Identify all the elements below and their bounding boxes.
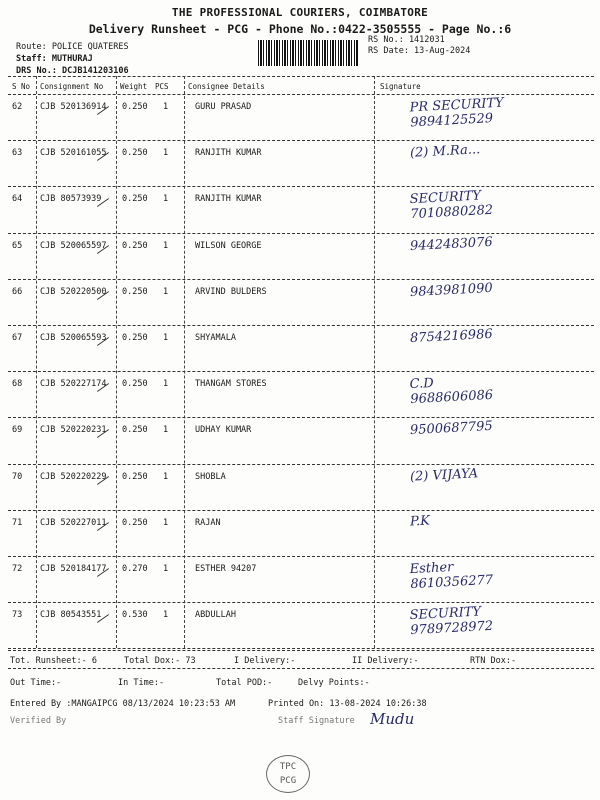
consignment-cell: CJB 520065593	[40, 333, 107, 343]
weight-cell: 0.270	[122, 564, 148, 574]
drs-number: DRS No.: DCJB141203106	[16, 66, 129, 76]
rs-date: RS Date: 13-Aug-2024	[368, 46, 471, 56]
total-dox: Total Dox:- 73	[124, 656, 196, 666]
signature-scrawl: (2) VIJAYA	[409, 465, 479, 485]
row-divider	[8, 602, 594, 603]
sno-cell: 73	[12, 610, 23, 621]
signature-scrawl: P.K	[409, 513, 431, 530]
rs-number: RS No.: 1412031	[368, 35, 445, 45]
consignee-cell: ESTHER 94207	[195, 564, 257, 574]
column-divider	[36, 76, 37, 648]
col-header-weight: Weight	[120, 82, 148, 91]
sno-cell: 63	[12, 148, 23, 159]
sno-cell: 68	[12, 379, 23, 390]
pcs-cell: 1	[163, 379, 169, 390]
stamp-text: TPC PCG	[279, 762, 297, 786]
delivery-points: Delvy Points:-	[298, 678, 370, 688]
consignee-cell: WILSON GEORGE	[195, 240, 262, 251]
entered-by: Entered By :MANGAIPCG 08/13/2024 10:23:53 AM	[10, 699, 236, 709]
consignment-cell: CJB 520220231	[40, 425, 107, 436]
signature-scrawl: 8754216986	[409, 326, 494, 347]
col-header-consignment: Consignment No	[40, 82, 104, 91]
row-divider	[8, 371, 594, 372]
column-divider	[116, 76, 117, 648]
consignee-cell: GURU PRASAD	[195, 102, 252, 112]
row-divider	[8, 325, 594, 326]
weight-cell: 0.250	[122, 379, 148, 390]
pcs-cell: 1	[163, 425, 169, 436]
consignment-cell: CJB 520227174	[40, 379, 107, 390]
sno-cell: 66	[12, 286, 23, 297]
signature-scrawl: SECURITY 9789728972	[409, 604, 494, 639]
col-header-sno: S No	[12, 82, 31, 91]
pcs-cell: 1	[163, 517, 169, 528]
sno-cell: 64	[12, 194, 23, 205]
signature-scrawl: 9500687795	[409, 419, 494, 439]
pcs-cell: 1	[163, 610, 169, 621]
pcs-cell: 1	[163, 240, 169, 251]
barcode	[258, 40, 358, 66]
sno-cell: 72	[12, 564, 23, 574]
consignee-cell: RANJITH KUMAR	[195, 194, 262, 205]
second-delivery: II Delivery:-	[352, 656, 419, 666]
weight-cell: 0.250	[122, 425, 148, 436]
first-delivery: I Delivery:-	[234, 656, 296, 666]
pcs-cell: 1	[163, 148, 169, 159]
route: Route: POLICE QUATERES	[16, 42, 129, 52]
pcs-cell: 1	[163, 286, 169, 297]
weight-cell: 0.530	[122, 610, 148, 621]
divider	[8, 76, 594, 77]
weight-cell: 0.250	[122, 333, 148, 343]
consignee-cell: ARVIND BULDERS	[195, 286, 267, 297]
sno-cell: 70	[12, 471, 23, 482]
signature-scrawl: Esther 8610356277	[409, 559, 494, 593]
rtn-dox: RTN Dox:-	[470, 656, 517, 666]
verified-by: Verified By	[10, 716, 67, 726]
row-divider	[8, 279, 594, 280]
pcs-cell: 1	[163, 333, 169, 343]
out-time: Out Time:-	[10, 678, 62, 688]
row-divider	[8, 140, 594, 141]
total-runsheet: Tot. Runsheet:- 6	[10, 656, 97, 666]
divider	[8, 94, 594, 95]
signature-scrawl: PR SECURITY 9894125529	[409, 95, 505, 131]
row-divider	[8, 417, 594, 418]
row-divider	[8, 556, 594, 557]
consignment-cell: CJB 80573939	[40, 194, 102, 205]
pcs-cell: 1	[163, 102, 169, 112]
signature-scrawl: C.D 9688606086	[409, 376, 494, 408]
weight-cell: 0.250	[122, 194, 148, 205]
printed-on: Printed On: 13-08-2024 10:26:38	[268, 699, 427, 709]
consignment-cell: CJB 520161055	[40, 148, 107, 159]
consignment-cell: CJB 520065597	[40, 240, 107, 251]
col-header-pcs: PCS	[155, 82, 169, 91]
consignee-cell: UDHAY KUMAR	[195, 425, 252, 436]
consignment-cell: CJB 520184177	[40, 564, 107, 574]
weight-cell: 0.250	[122, 148, 148, 159]
sno-cell: 62	[12, 102, 23, 112]
sno-cell: 67	[12, 333, 23, 343]
company-name: THE PROFESSIONAL COURIERS, COIMBATORE	[171, 6, 429, 19]
row-divider	[8, 510, 594, 511]
weight-cell: 0.250	[122, 471, 148, 482]
consignee-cell: SHOBLA	[195, 471, 226, 482]
col-header-consignee: Consignee Details	[188, 82, 265, 91]
pcs-cell: 1	[163, 471, 169, 482]
staff-signature-label: Staff Signature	[278, 716, 355, 726]
weight-cell: 0.250	[122, 517, 148, 528]
column-divider	[184, 76, 185, 648]
sno-cell: 71	[12, 517, 23, 528]
signature-scrawl: (2) M.Ra...	[409, 142, 481, 162]
runsheet-title: Delivery Runsheet - PCG - Phone No.:0422-3505555 - Page No.:6	[88, 22, 512, 36]
pcs-cell: 1	[163, 194, 169, 205]
consignment-cell: CJB 80543551	[40, 610, 102, 621]
weight-cell: 0.250	[122, 102, 148, 112]
col-header-signature: Signature	[380, 82, 421, 91]
consignee-cell: RAJAN	[195, 517, 221, 528]
pcs-cell: 1	[163, 564, 169, 574]
signature-scrawl: 9442483076	[409, 234, 494, 254]
company-stamp	[266, 755, 310, 793]
consignee-cell: THANGAM STORES	[195, 379, 267, 390]
total-pod: Total POD:-	[216, 678, 273, 688]
row-divider	[8, 464, 594, 465]
in-time: In Time:-	[118, 678, 165, 688]
signature-scrawl: 9843981090	[409, 280, 494, 300]
divider	[8, 668, 594, 669]
weight-cell: 0.250	[122, 286, 148, 297]
column-divider	[374, 76, 375, 648]
consignee-cell: ABDULLAH	[195, 610, 236, 621]
staff-signature: Mudu	[370, 710, 415, 728]
row-divider	[8, 233, 594, 234]
row-divider	[8, 186, 594, 187]
consignee-cell: SHYAMALA	[195, 333, 236, 343]
consignment-cell: CJB 520220500	[40, 286, 107, 297]
sno-cell: 69	[12, 425, 23, 436]
divider	[8, 650, 594, 651]
consignment-cell: CJB 520220229	[40, 471, 107, 482]
consignment-cell: CJB 520227011	[40, 517, 107, 528]
signature-scrawl: SECURITY 7010880282	[409, 188, 494, 223]
consignment-cell: CJB 520136914	[40, 102, 107, 112]
consignee-cell: RANJITH KUMAR	[195, 148, 262, 159]
weight-cell: 0.250	[122, 240, 148, 251]
staff: Staff: MUTHURAJ	[16, 54, 93, 64]
sno-cell: 65	[12, 240, 23, 251]
